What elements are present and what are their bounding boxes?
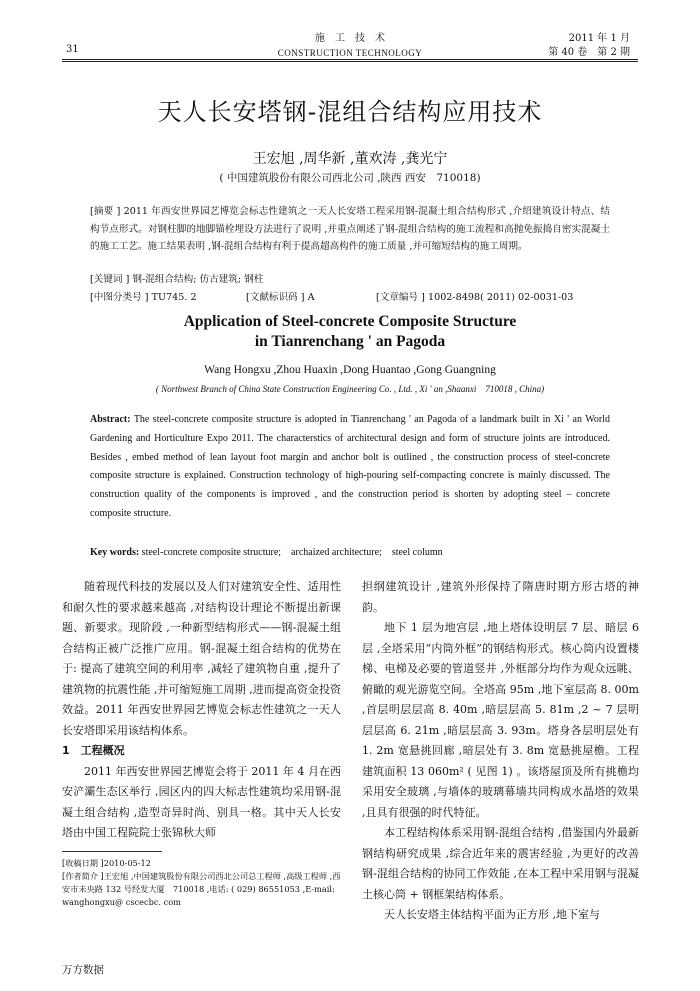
affiliation-zh: ( 中国建筑股份有限公司西北公司 ,陕西 西安 710018) xyxy=(219,172,481,184)
header-rule xyxy=(62,59,638,60)
abstract-en-label: Abstract: xyxy=(90,414,131,425)
body-paragraph: 地下 1 层为地宫层 ,地上塔体设明层 7 层、暗层 6 层 ,全塔采用“内筒外框”的钢结构形式。核心筒内设置楼梯、电梯及必要的管道竖井 ,外框部分均作为观众远眺、俯瞰的观光游览空间。全塔高 95m ,地下室层高 8. 00m ,首层明层层高 8. 40m ,暗层层高 5. 81m ,2 ~ 7 层明层层高 6. 21m ,暗层层高 3. 93m。塔身各层明层处有 1. 2m 宽悬挑回廊 ,暗层处有 3. 8m 宽悬挑屋檐。工程建筑面积 13 060m² ( 见图 1) 。该塔屋顶及所有挑檐均采用安全玻璃 ,与墙体的玻璃幕墙共同构成水晶塔的效果 ,且具有很强的时代特征。 xyxy=(362,621,639,819)
keywords-zh-text: 钢-混组合结构; 仿古建筑; 钢柱 xyxy=(132,274,264,285)
footnote-rule xyxy=(62,851,162,852)
section-heading: 1 工程概况 xyxy=(62,744,125,757)
body-right-column xyxy=(362,577,639,926)
header-rule-double xyxy=(62,61,638,62)
authors-zh: 王宏旭 ,周华新 ,董欢涛 ,龚光宁 xyxy=(252,151,448,167)
abstract-zh-text: 2011 年西安世界园艺博览会标志性建筑之一天人长安塔工程采用钢-混凝土组合结构形式 ,介绍建筑设计特点、结构节点形式。对钢柱脚的地脚锚栓埋设方法进行了说明 ,并重点阐述了钢-混组合结构的施工流程和高抛免振捣自密实混凝土的施工工艺。施工结果表明 ,钢-混组合结构有利于提高超高构件的施工质量 ,并可缩短结构的施工周期。 xyxy=(90,206,610,252)
page-number: 31 xyxy=(66,44,79,55)
volume-issue: 第 40 卷 第 2 期 xyxy=(548,47,630,58)
title-en-line2: in Tianrenchang ' an Pagoda xyxy=(254,333,446,350)
keywords-en-text: steel-concrete composite structure; archaized architecture; steel column xyxy=(141,547,443,558)
abstract-en-text: The steel-concrete composite structure is adopted in Tianrenchang ' an Pagoda of a landmark built in Xi ' an World Gardening and Horticulture Expo 2011. The characterstics of architectural design and form of structure joints are introduced. Besides , embed method of lean layout foot margin and anchor bolt is outlined , the construction process of steel-concrete composite structure is explained. Construction technology of high-pouring self-compacting concrete is mainly discussed. The construction quality of the components is improved , and the construction period is shorten by adopting steel – concrete composite structure. xyxy=(90,414,610,519)
keywords-en xyxy=(90,543,610,558)
article-number: [文章编号 ] 1002-8498( 2011) 02-0031-03 xyxy=(376,292,574,303)
watermark-text: 万方数据 xyxy=(62,964,104,976)
abstract-zh-label: [摘要 ] xyxy=(90,206,121,217)
affiliation-en: ( Northwest Branch of China State Construction Engineering Co. , Ltd. , Xi ' an ,Shaanxi 710018 , China) xyxy=(155,384,545,394)
issue-info xyxy=(548,32,630,60)
abstract-en xyxy=(90,411,610,524)
body-paragraph: 天人长安塔主体结构平面为正方形 ,地下室与 xyxy=(384,908,600,921)
title-en-line1: Application of Steel-concrete Composite Structure xyxy=(183,313,517,330)
journal-name-en: CONSTRUCTION TECHNOLOGY xyxy=(277,48,423,58)
document-code: [文献标识码 ] A xyxy=(246,292,315,303)
body-paragraph: 随着现代科技的发展以及人们对建筑安全性、适用性和耐久性的要求越来越高 ,对结构设计理论不断提出新课题、新要求。现阶段 ,一种新型结构形式——钢-混凝土组合结构正被广泛推广应用。钢-混凝土组合结构的优势在于: 提高了建筑空间的利用率 ,减轻了建筑物自重 ,提升了建筑物的抗震性能 ,并可缩短施工周期 ,进而提高资金投资效益。2011 年西安世界园艺博览会标志性建筑之一天人长安塔即采用该结构体系。 xyxy=(62,580,341,737)
footnote xyxy=(62,857,345,909)
author-intro: [作者简介 ]王宏旭 ,中国建筑股份有限公司西北公司总工程师 ,高级工程师 ,西安市未央路 132 号经发大厦 710018 ,电话: ( 029) 86551053 ,E-mail: wanghongxu@ cscecbc. com xyxy=(62,871,341,907)
keywords-zh-label: [关键词 ] xyxy=(90,274,130,285)
issue-date: 2011 年 1 月 xyxy=(568,33,630,44)
authors-en: Wang Hongxu ,Zhou Huaxin ,Dong Huantao ,Gong Guangning xyxy=(204,364,496,376)
body-paragraph: 本工程结构体系采用钢-混组合结构 ,借鉴国内外最新钢结构研究成果 ,综合近年来的震害经验 ,为更好的改善钢-混组合结构的协同工作效能 ,在本工程中采用钢与混凝土核心筒 + 钢框架结构体系。 xyxy=(362,826,639,901)
journal-name-zh: 施 工 技 术 xyxy=(315,33,385,44)
received-date: [收稿日期 ]2010-05-12 xyxy=(62,858,151,868)
clc-code: [中图分类号 ] TU745. 2 xyxy=(90,292,197,303)
keywords-zh xyxy=(90,271,263,285)
body-paragraph: 担纲建筑设计 ,建筑外形保持了隋唐时期方形古塔的神韵。 xyxy=(362,580,639,614)
title-zh: 天人长安塔钢-混组合结构应用技术 xyxy=(157,98,543,126)
title-en xyxy=(0,312,700,352)
keywords-en-label: Key words: xyxy=(90,547,140,558)
abstract-zh xyxy=(90,203,610,256)
body-paragraph: 2011 年西安世界园艺博览会将于 2011 年 4 月在西安浐灞生态区举行 ,园区内的四大标志性建筑均采用钢-混凝土组合结构 ,造型奇异时尚、别具一格。其中天人长安塔由中国工程院院士张锦秋大师 xyxy=(62,764,341,839)
body-left-column xyxy=(62,577,341,844)
